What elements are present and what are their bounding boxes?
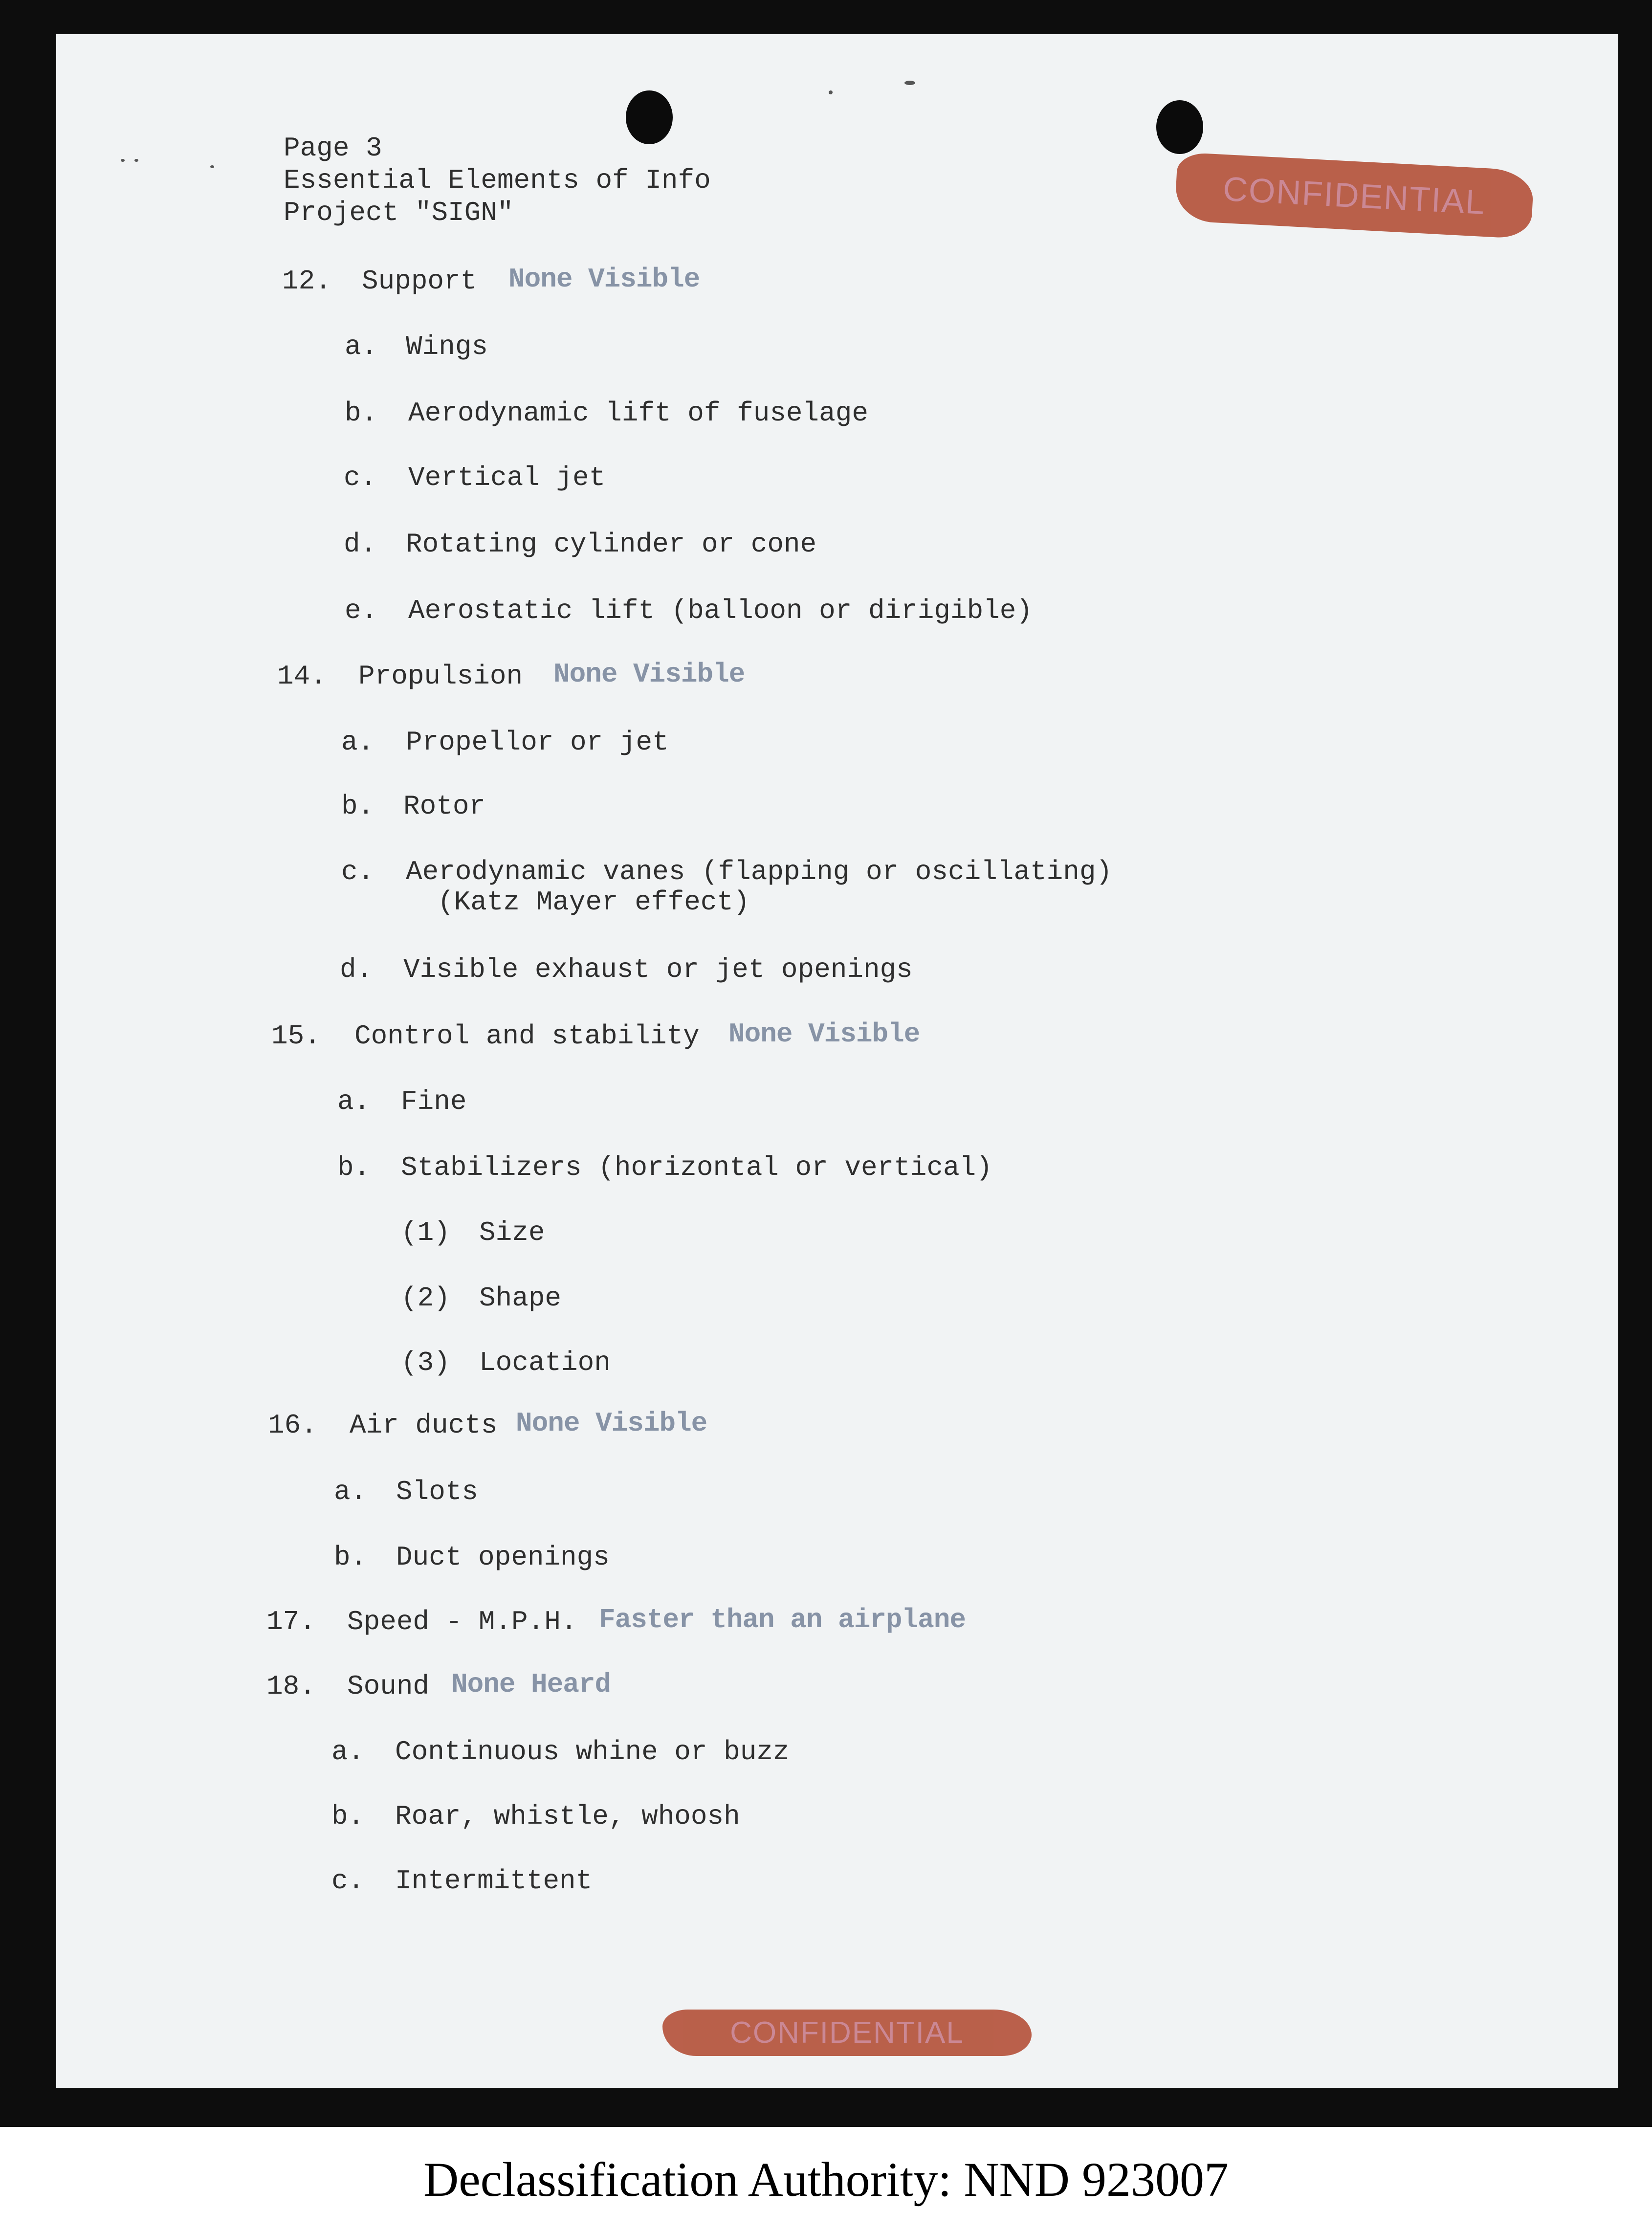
item-text: Aerodynamic lift of fuselage <box>408 398 868 429</box>
item-label: a. <box>345 331 378 362</box>
section-title: Support <box>362 265 477 297</box>
speck <box>121 159 125 162</box>
item-label: c. <box>331 1865 365 1897</box>
item-label: b. <box>341 791 374 822</box>
item-text: Rotating cylinder or cone <box>406 529 817 560</box>
subitem-label: (2) <box>401 1282 450 1314</box>
item-text: Aerodynamic vanes (flapping or oscillating) <box>406 856 1113 887</box>
confidential-stamp-text: CONFIDENTIAL <box>730 2016 964 2050</box>
section-number: 18. <box>266 1671 316 1702</box>
item-text: Slots <box>396 1476 479 1507</box>
item-text: Aerostatic lift (balloon or dirigible) <box>408 595 1033 626</box>
section-number: 12. <box>282 265 331 297</box>
confidential-stamp-text: CONFIDENTIAL <box>1222 169 1487 222</box>
item-text: Intermittent <box>395 1865 593 1897</box>
item-label: b. <box>334 1542 367 1573</box>
item-text-continued: (Katz Mayer effect) <box>438 886 750 918</box>
item-text: Propellor or jet <box>406 727 669 758</box>
item-text: Visible exhaust or jet openings <box>403 954 913 985</box>
section-number: 14. <box>277 661 327 692</box>
item-label: c. <box>341 856 374 887</box>
item-label: b. <box>345 398 378 429</box>
item-label: e. <box>345 595 378 626</box>
handwritten-note: Faster than an airplane <box>599 1604 966 1635</box>
document-subject: Essential Elements of Info <box>284 165 711 196</box>
section-number: 15. <box>271 1020 321 1052</box>
punch-hole-right <box>1156 100 1203 154</box>
document-page <box>56 34 1618 2088</box>
item-label: c. <box>344 462 377 493</box>
item-text: Rotor <box>403 791 486 822</box>
section-number: 17. <box>266 1606 316 1637</box>
project-name: Project "SIGN" <box>284 197 514 228</box>
item-label: d. <box>344 529 377 560</box>
speck <box>904 81 915 85</box>
item-label: a. <box>341 727 374 758</box>
subitem-text: Size <box>479 1217 545 1248</box>
section-title: Sound <box>347 1671 430 1702</box>
handwritten-note: None Heard <box>451 1669 611 1700</box>
item-label: b. <box>331 1801 365 1832</box>
handwritten-note: None Visible <box>508 264 700 295</box>
punch-hole-left <box>626 90 673 144</box>
section-title: Speed - M.P.H. <box>347 1606 577 1637</box>
page-number: Page 3 <box>284 133 382 164</box>
item-text: Roar, whistle, whoosh <box>395 1801 740 1832</box>
subitem-label: (1) <box>401 1217 450 1248</box>
item-text: Fine <box>401 1086 467 1117</box>
handwritten-note: None Visible <box>516 1408 707 1439</box>
item-text: Duct openings <box>396 1542 610 1573</box>
item-label: d. <box>340 954 373 985</box>
handwritten-note: None Visible <box>553 659 745 690</box>
section-number: 16. <box>268 1410 317 1441</box>
section-title: Propulsion <box>358 661 523 692</box>
confidential-stamp-top <box>1174 152 1534 239</box>
item-label: a. <box>334 1476 367 1507</box>
speck <box>210 165 214 168</box>
item-text: Vertical jet <box>408 462 606 493</box>
subitem-text: Location <box>479 1347 611 1378</box>
subitem-label: (3) <box>401 1347 450 1378</box>
speck <box>134 159 138 162</box>
speck <box>829 90 833 94</box>
item-label: a. <box>331 1736 365 1768</box>
section-title: Air ducts <box>350 1410 498 1441</box>
item-text: Continuous whine or buzz <box>395 1736 790 1768</box>
declassification-caption: Declassification Authority: NND 923007 <box>423 2152 1229 2207</box>
confidential-stamp-bottom <box>662 2010 1032 2056</box>
subitem-text: Shape <box>479 1282 562 1314</box>
handwritten-note: None Visible <box>728 1018 920 1050</box>
item-text: Stabilizers (horizontal or vertical) <box>401 1152 992 1183</box>
item-text: Wings <box>406 331 488 362</box>
item-label: b. <box>337 1152 371 1183</box>
section-title: Control and stability <box>354 1020 700 1052</box>
item-label: a. <box>337 1086 371 1117</box>
